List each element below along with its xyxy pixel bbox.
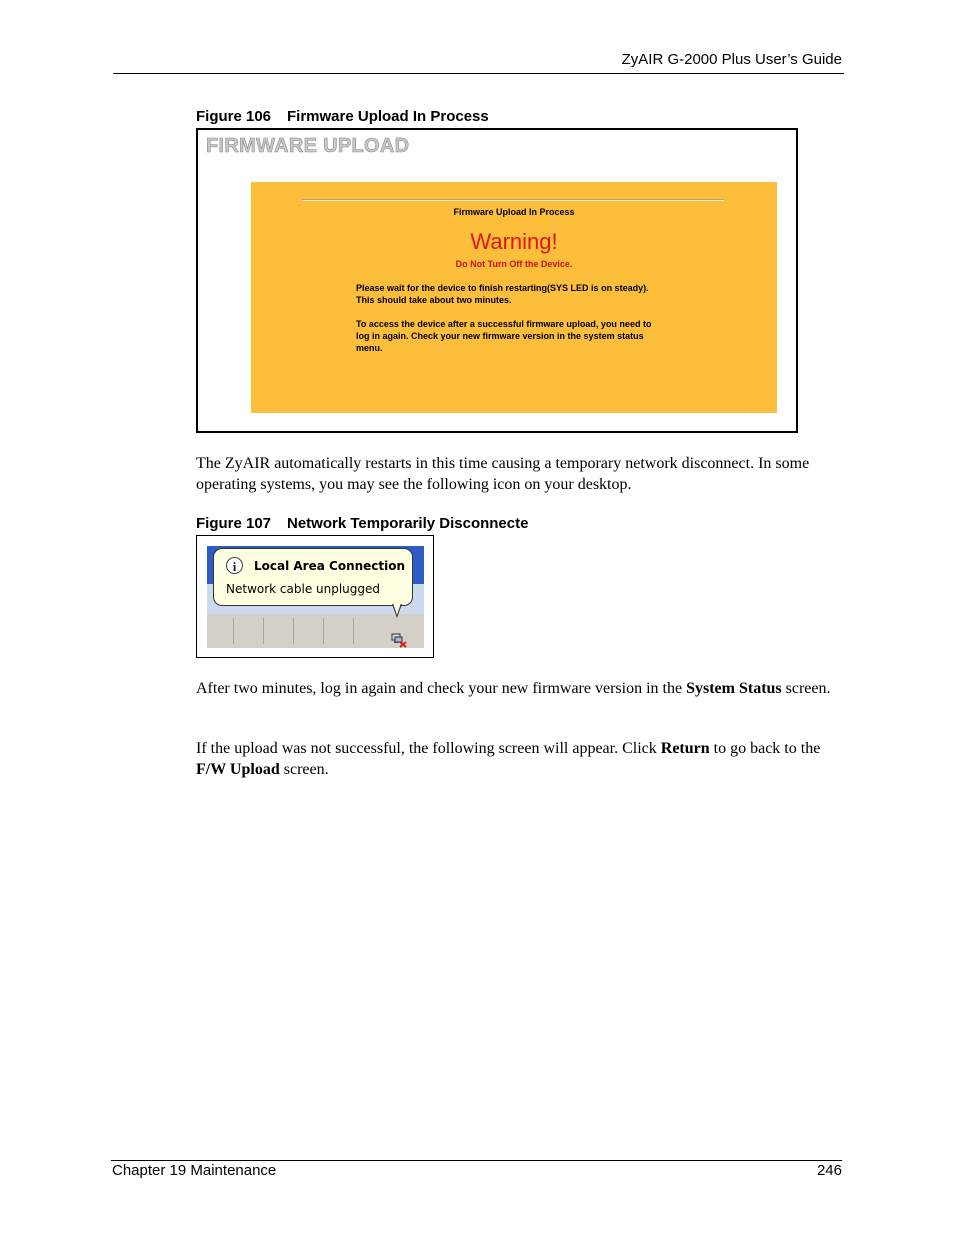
notification-balloon[interactable] [213,548,413,606]
figure-106-screenshot [196,128,798,433]
figure-106-title: Firmware Upload In Process [287,108,489,125]
footer-rule [111,1160,842,1161]
info-icon: i [226,557,243,574]
return-term: Return [660,740,710,757]
relogin-message: To access the device after a successful firmware upload, you need to log in again. Check your new firmware version in the system status menu. [356,319,652,353]
figure-106-caption [196,108,489,125]
warning-panel [251,182,777,413]
body-paragraph-failure: If the upload was not successful, the following screen will appear. Click Return to go back to the F/W Upload screen. [196,740,821,778]
running-header: ZyAIR G-2000 Plus User’s Guide [621,51,842,68]
desktop-tray-area [207,546,424,648]
figure-107-label: Figure 107 [196,515,272,532]
warning-heading: Warning! [470,229,558,254]
figure-107-title: Network Temporarily Disconnecte [287,515,529,532]
figure-107-screenshot [196,535,434,658]
system-status-term: System Status [686,680,782,697]
figure-107-caption [196,515,528,532]
balloon-message: Network cable unplugged [226,582,381,596]
footer-chapter: Chapter 19 Maintenance [112,1162,277,1179]
wait-message: Please wait for the device to finish restarting(SYS LED is on steady). This should take about two minutes. [356,283,649,305]
body-paragraph-login: After two minutes, log in again and check your new firmware version in the System Status screen. [196,680,831,697]
fw-upload-term: F/W Upload [196,761,280,778]
network-disconnected-icon[interactable] [391,632,407,648]
body-paragraph-restart: The ZyAIR automatically restarts in this time causing a temporary network disconnect. In some operating systems, you may see the following icon on your desktop. [196,455,810,493]
header-rule [113,73,844,74]
panel-divider [302,199,724,200]
footer-page-number: 246 [816,1162,842,1179]
balloon-title: Local Area Connection [254,559,406,573]
upload-in-process-heading: Firmware Upload In Process [453,207,575,217]
firmware-upload-title: FIRMWARE UPLOAD [206,135,410,157]
do-not-turn-off-notice: Do Not Turn Off the Device. [455,259,573,269]
figure-106-label: Figure 106 [196,108,272,125]
